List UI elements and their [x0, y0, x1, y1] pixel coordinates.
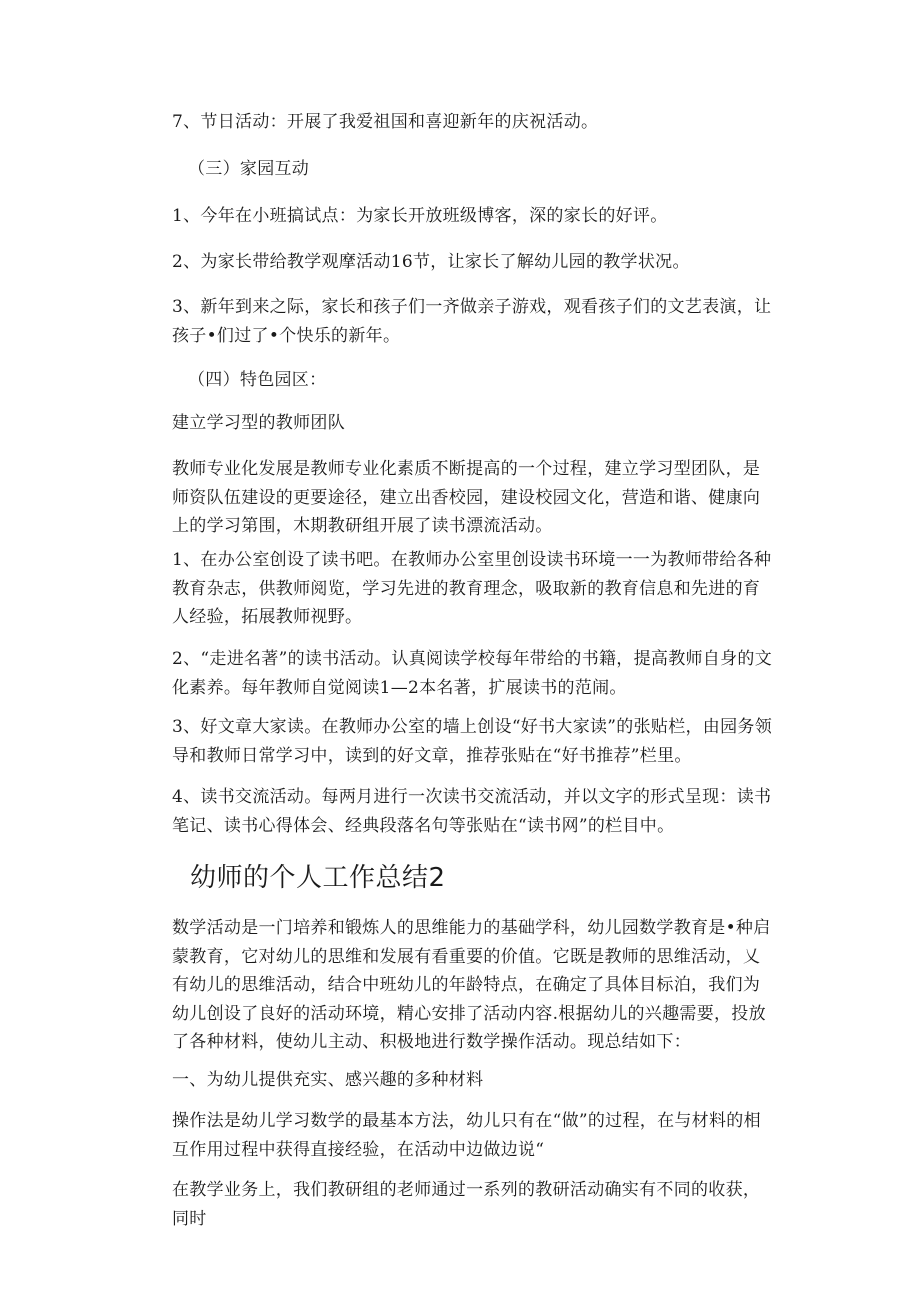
- subheading-home-school-interaction: （三）家园互动: [188, 159, 310, 179]
- paragraph-provide-materials: 一、为幼儿提供充实、感兴趣的多种材料: [172, 1070, 484, 1090]
- paragraph-good-articles: 3、好文章大家读。在教师办公室的墙上创设“好书大家读”的张贴栏，由园务领导和教师日常学习中，读到的好文章，推荐张贴在“好书推荐”栏里。: [172, 717, 772, 766]
- paragraph-reading-corner: 1、在办公室创设了读书吧。在教师办公室里创设读书环境一一为教师带给各种教育杂志，供教师阅览，学习先进的教育理念，吸取新的教育信息和先进的育人经验，拓展教师视野。: [172, 550, 772, 627]
- section-title: 幼师的个人工作总结2: [190, 863, 446, 893]
- paragraph-classics-reading: 2、“走进名著”的读书活动。认真阅读学校每年带给的书籍，提高教师自身的文化素养。每年教师自觉阅读1—2本名著，扩展读书的范闹。: [172, 649, 772, 698]
- paragraph-teaching-observation: 2、为家长带给教学观摩活动16节，让家长了解幼儿园的教学状况。: [172, 252, 690, 272]
- paragraph-math-activity-intro: 数学活动是一门培养和锻炼人的思维能力的基础学科，幼儿园数学教育是•种启蒙教育，它对幼儿的思维和发展有看重要的价值。它既是教师的思维活动，乂有幼儿的思维活动，结合中班幼儿的年龄特点，在确定了具体目标泊，我们为幼儿创设了良好的活动环境，精心安排了活动内容.根据幼儿的兴趣需要，投放了各种材料，使幼儿主动、积极地进行数学操作活动。现总结如下：: [172, 918, 771, 1052]
- paragraph-holiday-activity: 7、节日活动：开展了我爱祖国和喜迎新年的庆祝活动。: [172, 112, 599, 132]
- paragraph-new-year-games: 3、新年到来之际，家长和孩子们一齐做亲子游戏，观看孩子们的文艺表演，让孩子•们过了•个快乐的新年。: [172, 297, 772, 346]
- paragraph-class-blog: 1、今年在小班搞试点：为家长开放班级博客，深的家长的好评。: [172, 206, 668, 226]
- subheading-featured-campus: （四）特色园区：: [188, 370, 327, 390]
- paragraph-reading-exchange: 4、读书交流活动。每两月进行一次读书交流活动，并以文字的形式呈现：读书笔记、读书心得体会、经典段落名句等张贴在“读书网”的栏目中。: [172, 787, 772, 836]
- paragraph-teaching-work: 在教学业务上，我们教研组的老师通过一系列的教研活动确实有不同的收获，同时: [172, 1180, 761, 1229]
- paragraph-operation-method: 操作法是幼儿学习数学的最基本方法，幼儿只有在“做”的过程，在与材料的相互作用过程中获得直接经验，在活动中边做边说“: [172, 1111, 761, 1160]
- paragraph-professional-development: 教师专业化发展是教师专业化素质不断提高的一个过程，建立学习型团队，是师资队伍建设的更要途径，建立出香校园，建设校园文化，营造和谐、健康向上的学习第围，木期教研组开展了读书漂流活动。: [172, 459, 761, 536]
- paragraph-learning-team: 建立学习型的教师团队: [172, 413, 345, 433]
